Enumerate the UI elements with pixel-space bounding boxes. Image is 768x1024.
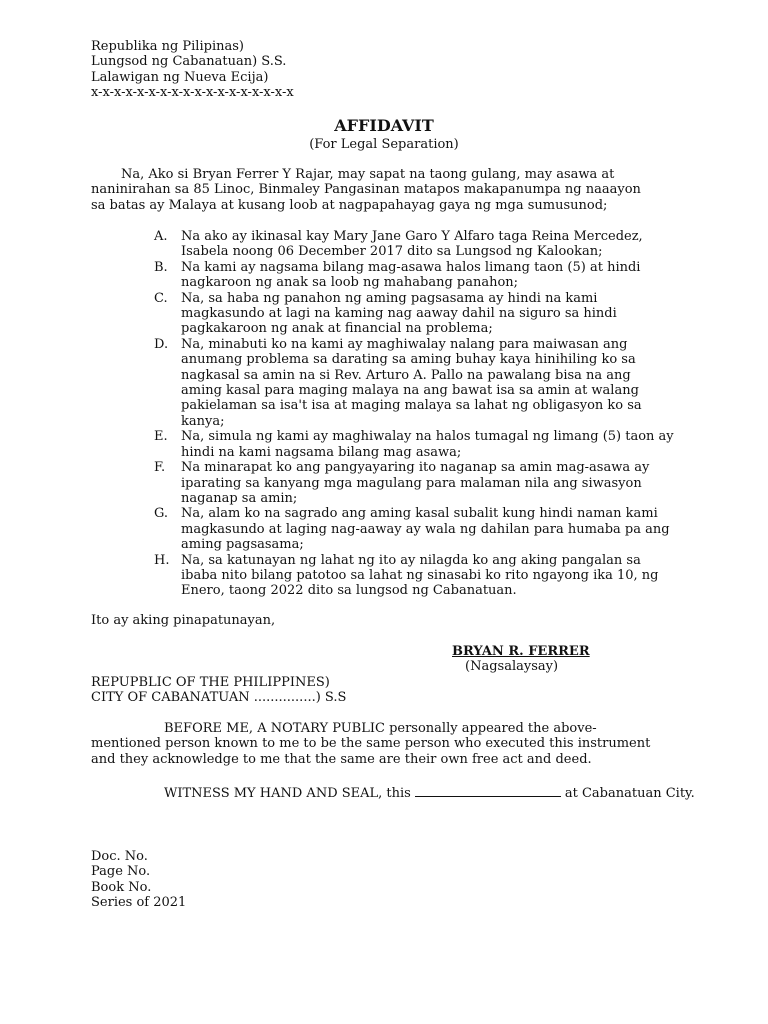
document-subtitle: (For Legal Separation) (309, 137, 459, 152)
date-blank-field (415, 785, 561, 797)
item-letter: A. (154, 229, 168, 244)
statement-item (154, 337, 674, 429)
document-title: AFFIDAVIT (334, 116, 434, 135)
notary-venue-block (91, 675, 346, 706)
statement-item (154, 260, 674, 291)
venue-line-city: Lungsod ng Cabanatuan) S.S. (91, 54, 287, 70)
signer-name: BRYAN R. FERRER (452, 644, 590, 659)
statement-item (154, 291, 674, 337)
notary-venue-country: REPUPBLIC OF THE PHILIPPINES) (91, 675, 330, 690)
doc-number-label: Doc. No. (91, 849, 148, 864)
doc-info-block (91, 849, 186, 911)
statement-item (154, 460, 674, 506)
item-text: Na, sa haba ng panahon ng aming pagsasama ay hindi na kami magkasundo at lagi na kaming nag aaway dahil na siguro sa hindi pagkakaroon ng anak at financial na problema; (181, 290, 617, 337)
jurat-paragraph: BEFORE ME, A NOTARY PUBLIC personally appeared the above-mentioned person known to me to be the same person who executed this instrument and they acknowledge to me that the same are their own free act and deed. (91, 721, 651, 767)
witness-line (164, 785, 695, 801)
item-text: Na ako ay ikinasal kay Mary Jane Garo Y Alfaro taga Reina Mercedez, Isabela noong 06 December 2017 dito sa Lungsod ng Kalookan; (181, 229, 643, 260)
venue-line-country: Republika ng Pilipinas) (91, 39, 244, 54)
book-number-label: Book No. (91, 879, 152, 895)
item-letter: D. (154, 336, 169, 352)
signer-role: (Nagsalaysay) (465, 659, 559, 674)
statement-list (154, 229, 674, 599)
statement-item (154, 229, 674, 260)
venue-block (91, 39, 294, 101)
item-text: Na, alam ko na sagrado ang aming kasal subalit kung hindi naman kami magkasundo at laging nag-aaway ay wala ng dahilan para humaba pa ang aming pagsasama; (181, 506, 670, 553)
attestation-line: Ito ay aking pinapatunayan, (91, 613, 276, 628)
item-text: Na, simula ng kami ay maghiwalay na halos tumagal ng limang (5) taon ay hindi na kami nagsama bilang mag asawa; (181, 429, 674, 460)
item-letter: G. (154, 506, 169, 522)
item-letter: B. (154, 259, 168, 275)
item-text: Na, sa katunayan ng lahat ng ito ay nilagda ko ang aking pangalan sa ibaba nito bilang patotoo sa lahat ng sinasabi ko rito ngayong ika 10, ng Enero, taong 2022 dito sa lungsod ng Cabanatuan. (181, 552, 659, 599)
item-text: Na, minabuti ko na kami ay maghiwalay nalang para maiwasan ang anumang problema sa darating sa aming buhay kaya hinihiling ko sa nagkasal sa amin na si Rev. Arturo A. Pallo na pawalang bisa na ang aming kasal para maging malaya na ang bawat isa sa amin at walang pakielaman sa isa't isa at maging malaya sa lahat ng obligasyon ko sa kanya; (181, 336, 642, 429)
page-number-label: Page No. (91, 864, 151, 880)
item-text: Na minarapat ko ang pangyayaring ito naganap sa amin mag-asawa ay iparating sa kanyang mga magulang para malaman nila ang siwasyon naganap sa amin; (181, 460, 650, 506)
statement-item (154, 429, 674, 460)
item-letter: F. (154, 460, 166, 476)
statement-item (154, 506, 674, 552)
statement-item (154, 553, 674, 599)
item-text: Na kami ay nagsama bilang mag-asawa halos limang taon (5) at hindi nagkaroon ng anak sa loob ng mahabang panahon; (181, 259, 641, 291)
item-letter: E. (154, 429, 168, 445)
series-label: Series of 2021 (91, 895, 187, 911)
item-letter: C. (154, 290, 168, 306)
notary-venue-city: CITY OF CABANATUAN ...............) S.S (91, 690, 347, 706)
witness-text-before: WITNESS MY HAND AND SEAL, this (164, 786, 411, 801)
venue-separator: x-x-x-x-x-x-x-x-x-x-x-x-x-x-x-x-x-x (91, 85, 294, 101)
witness-text-after: at Cabanatuan City. (564, 786, 695, 801)
venue-line-province: Lalawigan ng Nueva Ecija) (91, 69, 269, 85)
intro-paragraph: Na, Ako si Bryan Ferrer Y Rajar, may sapat na taong gulang, may asawa at naninirahan sa 85 Linoc, Binmaley Pangasinan matapos makapanumpa ng naaayon sa batas ay Malaya at kusang loob at nagpapahayag gaya ng mga sumusunod; (91, 167, 641, 213)
item-letter: H. (154, 552, 170, 568)
